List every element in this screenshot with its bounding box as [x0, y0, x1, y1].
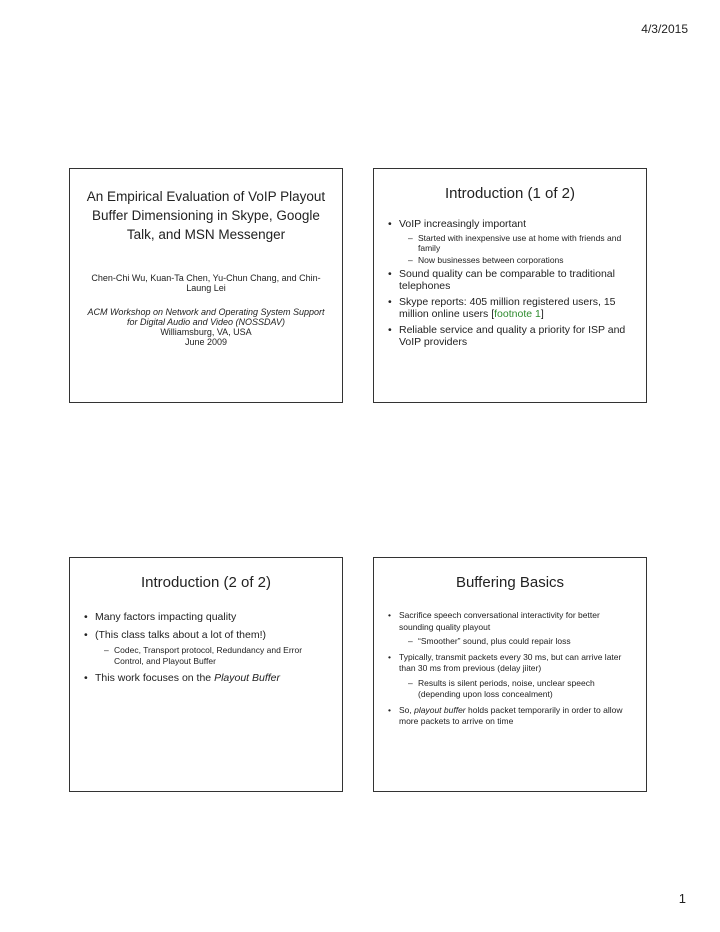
bullet-item: • Sacrifice speech conversational interactivity for better sounding quality playout [388, 610, 636, 633]
paper-venue-block [82, 307, 330, 347]
page-number: 1 [678, 891, 686, 906]
bullet-item: • (This class talks about a lot of them!) [84, 629, 332, 642]
sub-bullet-item: – Codec, Transport protocol, Redundancy and Error Control, and Playout Buffer [84, 645, 332, 667]
footnote-link[interactable]: footnote 1 [494, 308, 541, 320]
bullet-text: ] [540, 308, 544, 320]
bullet-list [388, 215, 636, 349]
bullet-item [388, 296, 636, 321]
bullet-item: • Typically, transmit packets every 30 ms, but can arrive later than 30 ms from previous (delay jiiter) [388, 652, 636, 675]
slide-heading: Introduction (1 of 2) [444, 185, 576, 202]
page-date: 4/3/2015 [641, 22, 688, 36]
bullet-text: holds packet temporarily in order to allow more packets to arrive on time [399, 704, 623, 726]
slide-introduction-2 [69, 557, 343, 792]
bullet-list [84, 606, 332, 685]
bullet-text: So, [399, 704, 415, 715]
slide-introduction-1 [373, 168, 647, 403]
slide-title [69, 168, 343, 403]
paper-venue: ACM Workshop on Network and Operating System Support for Digital Audio and Video (NOSSDAV) [87, 307, 325, 327]
emphasis-text: Playout Buffer [214, 672, 281, 684]
slide-buffering-basics [373, 557, 647, 792]
bullet-text: Skype reports: 405 million registered users, 15 million online users [ [399, 295, 616, 320]
bullet-item: • Many factors impacting quality [84, 611, 332, 624]
bullet-list [388, 606, 636, 728]
slide-heading: Buffering Basics [455, 574, 565, 591]
sub-bullet-item: – Started with inexpensive use at home with friends and family [388, 233, 636, 253]
paper-authors: Chen-Chi Wu, Kuan-Ta Chen, Yu-Chun Chang, and Chin-Laung Lei [91, 273, 321, 293]
bullet-item: • VoIP increasingly important [388, 218, 636, 231]
bullet-item: • Reliable service and quality a priority for ISP and VoIP providers [388, 324, 636, 349]
sub-bullet-item: – Results is silent periods, noise, unclear speech (depending upon loss concealment) [388, 678, 636, 701]
bullet-text: This work focuses on the [95, 672, 215, 684]
bullet-item [84, 672, 332, 685]
sub-bullet-item: – “Smoother” sound, plus could repair loss [388, 636, 636, 648]
emphasis-text: playout buffer [414, 704, 466, 715]
paper-title: An Empirical Evaluation of VoIP Playout Buffer Dimensioning in Skype, Google Talk, and MSN Messenger [86, 189, 326, 242]
slide-heading: Introduction (2 of 2) [140, 574, 272, 591]
paper-date: June 2009 [184, 337, 228, 347]
paper-location: Williamsburg, VA, USA [160, 327, 252, 337]
bullet-item [388, 705, 636, 728]
bullet-item: • Sound quality can be comparable to traditional telephones [388, 268, 636, 293]
sub-bullet-item: – Now businesses between corporations [388, 255, 636, 265]
